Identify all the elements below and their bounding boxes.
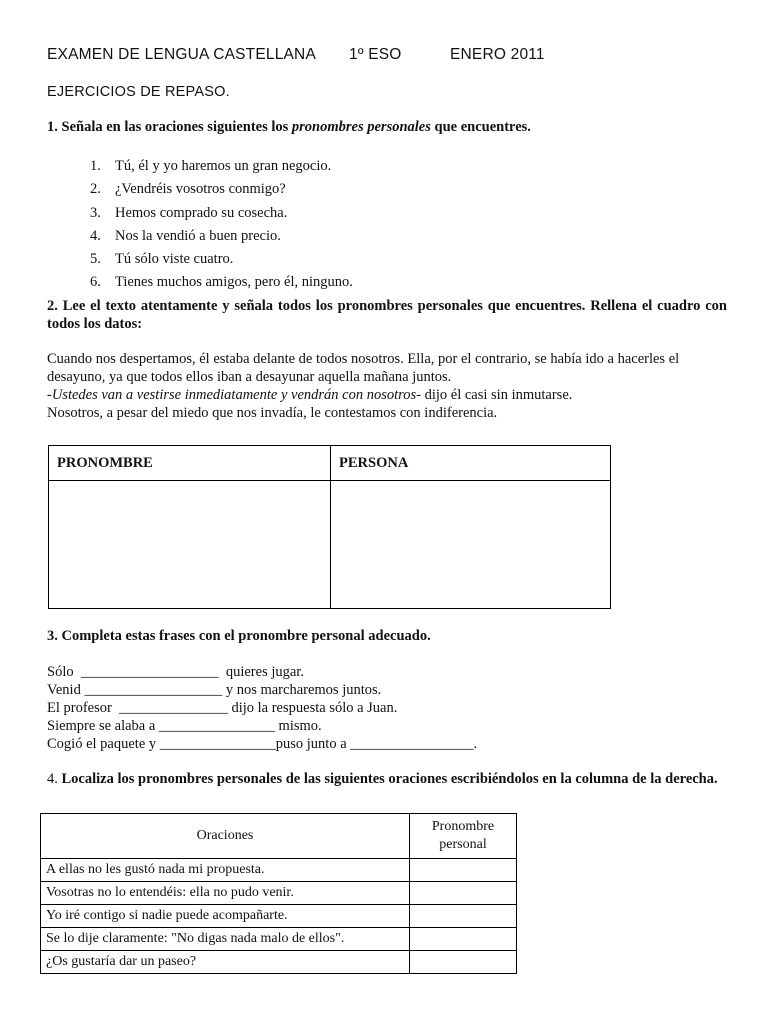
list-item <box>90 179 353 202</box>
date-label: ENERO 2011 <box>450 46 545 63</box>
subtitle: EJERCICIOS DE REPASO. <box>47 84 230 100</box>
q4-number: 4. <box>47 771 62 787</box>
answer-cell[interactable] <box>410 905 517 928</box>
answer-cell[interactable] <box>410 882 517 905</box>
list-item <box>90 203 353 226</box>
sentence-cell: A ellas no les gustó nada mi propuesta. <box>41 859 410 882</box>
q1-heading <box>47 119 531 136</box>
q1-heading-prefix: 1. Señala en las oraciones siguientes los <box>47 119 292 135</box>
fill-in-sentence[interactable]: Venid ___________________ y nos marcharemos juntos. <box>47 682 382 698</box>
list-item <box>90 226 353 249</box>
q2-text-line3: Nosotros, a pesar del miedo que nos invadía, le contestamos con indiferencia. <box>47 405 498 421</box>
pronombre-answer-cell[interactable] <box>49 481 331 609</box>
list-item-text: Nos la vendió a buen precio. <box>115 227 281 244</box>
q4-heading-text: Localiza los pronombres personales de las siguientes oraciones escribiéndolos en la columna de la derecha. <box>61 771 718 787</box>
answer-cell[interactable] <box>410 859 517 882</box>
sentence-cell: Se lo dije claramente: "No digas nada malo de ellos". <box>41 928 410 951</box>
persona-answer-cell[interactable] <box>331 481 611 609</box>
list-item <box>90 249 353 272</box>
q3-heading: 3. Completa estas frases con el pronombre personal adecuado. <box>47 628 431 644</box>
sentence-cell: Yo iré contigo si nadie puede acompañarte. <box>41 905 410 928</box>
list-item-text: Hemos comprado su cosecha. <box>115 204 288 221</box>
col-header-pronombre-personal: Pronombre personal <box>410 814 517 859</box>
q1-sentence-list <box>90 156 353 296</box>
table-row <box>41 905 517 928</box>
fill-in-sentence[interactable]: El profesor _______________ dijo la respuesta sólo a Juan. <box>47 700 398 716</box>
pronoun-person-table <box>48 445 611 609</box>
col-header-oraciones: Oraciones <box>41 814 410 859</box>
list-item-number: 6. <box>90 274 101 291</box>
q1-heading-suffix: que encuentres. <box>430 119 531 135</box>
sentences-table <box>40 813 517 974</box>
list-item-number: 2. <box>90 181 101 198</box>
table-row <box>41 928 517 951</box>
sentence-cell: Vosotras no lo entendéis: ella no pudo venir. <box>41 882 410 905</box>
answer-cell[interactable] <box>410 928 517 951</box>
list-item-number: 4. <box>90 227 101 244</box>
exam-title: EXAMEN DE LENGUA CASTELLANA <box>47 46 316 63</box>
list-item-text: Tú sólo viste cuatro. <box>115 251 234 268</box>
list-item-text: Tú, él y yo haremos un gran negocio. <box>115 158 332 174</box>
q2-text <box>47 350 727 422</box>
grade-label: 1º ESO <box>349 46 402 63</box>
q1-heading-emph: pronombres personales <box>291 119 431 135</box>
answer-cell[interactable] <box>410 951 517 974</box>
sentence-cell: ¿Os gustaría dar un paseo? <box>41 951 410 974</box>
table-row <box>41 859 517 882</box>
list-item-text: ¿Vendréis vosotros conmigo? <box>115 181 286 198</box>
col-header-persona: PERSONA <box>331 446 611 481</box>
fill-in-sentence[interactable]: Siempre se alaba a ________________ mismo. <box>47 718 322 734</box>
list-item-number: 5. <box>90 251 101 268</box>
q2-text-line2 <box>47 386 727 404</box>
list-item-number: 3. <box>90 204 101 221</box>
q2-text-italic: -Ustedes van a vestirse inmediatamente y vendrán con nosotros- <box>47 387 421 403</box>
table-row <box>41 951 517 974</box>
fill-in-sentence[interactable]: Sólo ___________________ quieres jugar. <box>47 664 304 680</box>
q4-heading <box>47 770 727 788</box>
q2-text-after-italic: dijo él casi sin inmutarse. <box>420 387 573 403</box>
fill-in-sentence[interactable]: Cogió el paquete y ________________puso junto a _________________. <box>47 736 478 752</box>
list-item <box>90 156 353 179</box>
q2-text-line1: Cuando nos despertamos, él estaba delante de todos nosotros. Ella, por el contrario, se había ido a hacerles el desayuno, ya que todos ellos iban a desayunar aquella mañana juntos. <box>47 351 680 385</box>
list-item-number: 1. <box>90 158 101 174</box>
table-row <box>41 882 517 905</box>
col-header-pronombre: PRONOMBRE <box>49 446 331 481</box>
q3-fill-lines <box>47 663 477 753</box>
q2-heading: 2. Lee el texto atentamente y señala todos los pronombres personales que encuentres. Rellena el cuadro con todos los datos: <box>47 298 727 332</box>
list-item <box>90 272 353 295</box>
list-item-text: Tienes muchos amigos, pero él, ninguno. <box>115 274 353 291</box>
